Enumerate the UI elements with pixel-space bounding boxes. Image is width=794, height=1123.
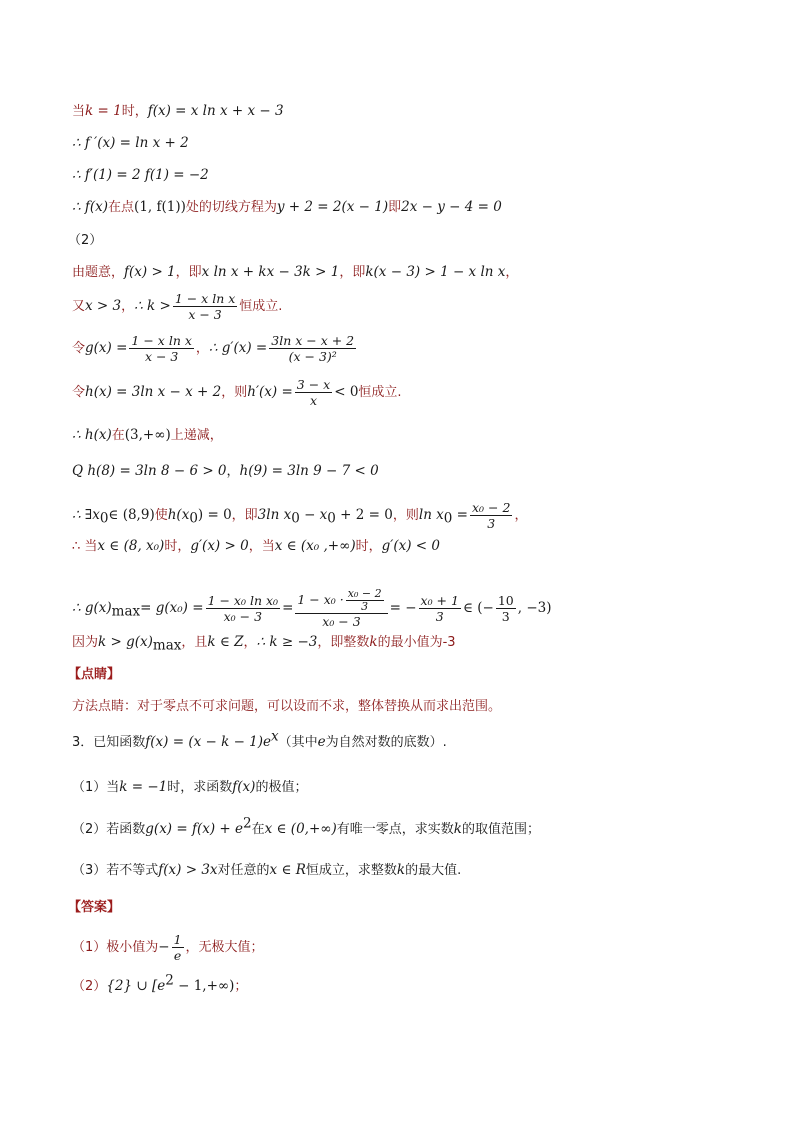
line-problem-condition bbox=[72, 263, 518, 282]
text: （3）若不等式 bbox=[72, 863, 159, 878]
heading-answer bbox=[68, 899, 120, 917]
text: 即 bbox=[388, 200, 402, 215]
subscript: 0 bbox=[327, 510, 336, 527]
subscript: max bbox=[152, 637, 182, 654]
text: （其中 bbox=[278, 735, 318, 750]
math: x ∈ R bbox=[269, 862, 306, 878]
fraction: $\frac{\text{1 − x₀ ln x₀}}{\text{x₀ − 3}}$ bbox=[207, 593, 279, 624]
text: 【答案】 bbox=[68, 900, 121, 915]
superscript: 2 bbox=[165, 972, 174, 989]
text: ， bbox=[505, 265, 519, 280]
line-conclusion bbox=[72, 633, 456, 652]
math: ln x bbox=[418, 507, 444, 523]
text: 由题意， bbox=[72, 265, 125, 280]
math: ∴ h(x) bbox=[72, 427, 112, 443]
text: 恒成立. bbox=[239, 299, 283, 314]
math: , −3) bbox=[517, 600, 552, 616]
math: ∴ f ′(x) = ln x + 2 bbox=[72, 135, 189, 151]
fraction: $\frac{\text{x₀ + 1}}{3}$ bbox=[420, 593, 459, 624]
math: 3ln x bbox=[257, 507, 292, 523]
text: ，则 bbox=[392, 508, 419, 523]
problem-3-statement bbox=[72, 728, 447, 752]
text: ，且 bbox=[181, 635, 208, 650]
text: ， bbox=[514, 508, 528, 523]
text: （1）当 bbox=[72, 780, 120, 795]
text: ； bbox=[234, 979, 248, 994]
answer-part-1 bbox=[72, 932, 264, 963]
text: 因为 bbox=[72, 635, 99, 650]
line-k-inequality bbox=[72, 291, 282, 322]
math: ∴ f′(1) = 2 f(1) = −2 bbox=[72, 167, 209, 183]
math: g(x) = bbox=[85, 340, 128, 356]
text: ， bbox=[121, 299, 135, 314]
fraction: $\frac{3 - x}{x}$ bbox=[296, 377, 331, 408]
problem-3-part-3 bbox=[72, 861, 461, 880]
subscript: max bbox=[111, 603, 141, 620]
text: 使 bbox=[154, 508, 168, 523]
math: = − bbox=[389, 600, 417, 616]
line-k-equals-1 bbox=[72, 102, 284, 121]
part-2-label bbox=[68, 232, 102, 250]
math: x > 3 bbox=[85, 298, 122, 314]
inner-fraction: $\frac{\text{x₀ − 2}}{3}$ bbox=[347, 587, 382, 613]
subscript: 0 bbox=[99, 510, 109, 527]
fraction: $\frac{\text{x₀ − 2}}{3}$ bbox=[472, 500, 511, 531]
line-zero-exists bbox=[72, 500, 527, 531]
math: ∴ g(x) bbox=[72, 600, 112, 616]
math: k bbox=[369, 634, 378, 650]
text: 对任意的 bbox=[217, 863, 270, 878]
text: ，则 bbox=[221, 385, 248, 400]
text: ，即 bbox=[339, 265, 366, 280]
problem-3-part-1 bbox=[72, 778, 307, 797]
text: 恒成立，求整数 bbox=[305, 863, 397, 878]
math: − bbox=[158, 939, 170, 955]
math: k bbox=[453, 821, 462, 837]
text: 恒成立. bbox=[358, 385, 402, 400]
line-define-h bbox=[72, 377, 402, 408]
superscript: 2 bbox=[243, 815, 252, 832]
fraction: $\frac{1}{e}$ bbox=[173, 932, 182, 963]
text: 在 bbox=[111, 428, 125, 443]
math: x ∈ (x₀ ,+∞) bbox=[274, 538, 356, 554]
text: 时， bbox=[121, 104, 148, 119]
math: h′(x) = bbox=[247, 384, 293, 400]
text: 时， bbox=[355, 539, 382, 554]
math: g′(x) < 0 bbox=[381, 538, 440, 554]
math: k(x − 3) > 1 − x ln x bbox=[365, 264, 506, 280]
math: y + 2 = 2(x − 1) bbox=[276, 199, 389, 215]
text: 当 bbox=[72, 104, 86, 119]
text: 在 bbox=[251, 822, 265, 837]
math: ∴ k ≥ −3 bbox=[256, 634, 318, 650]
heading-dianjing bbox=[68, 666, 120, 684]
math: g(x) = f(x) + e bbox=[145, 821, 243, 837]
math: − x bbox=[299, 507, 328, 523]
math: (3,+∞) bbox=[124, 427, 171, 443]
text: 的最小值为-3 bbox=[377, 635, 456, 650]
superscript: x bbox=[271, 728, 279, 745]
math: k = −1 bbox=[119, 779, 168, 795]
text: 处的切线方程为 bbox=[185, 200, 277, 215]
text: ， bbox=[226, 464, 240, 479]
math: k bbox=[396, 862, 406, 878]
text: 令 bbox=[72, 341, 86, 356]
text: 为自然对数的底数）. bbox=[325, 735, 447, 750]
math: x ∈ (0,+∞) bbox=[264, 821, 337, 837]
text: ，即 bbox=[231, 508, 258, 523]
math: < 0 bbox=[334, 384, 359, 400]
line-derivative bbox=[72, 134, 189, 152]
text: （2） bbox=[72, 979, 107, 994]
math: x ∈ (8, x₀) bbox=[97, 538, 165, 554]
text: （1）极小值为 bbox=[72, 940, 159, 955]
text: 【点睛】 bbox=[68, 667, 121, 682]
text: （2）若函数 bbox=[72, 822, 146, 837]
text: 的取值范围； bbox=[461, 822, 540, 837]
line-h-values bbox=[72, 462, 379, 481]
answer-part-2 bbox=[72, 972, 248, 996]
line-g-max bbox=[72, 588, 551, 629]
math: h(9) = 3ln 9 − 7 < 0 bbox=[239, 463, 379, 479]
math: k = 1 bbox=[85, 103, 122, 119]
text: 的最大值. bbox=[405, 863, 462, 878]
line-method-note bbox=[72, 698, 501, 716]
math: = g(x₀) = bbox=[140, 600, 204, 616]
math: h(x) = 3ln x − x + 2 bbox=[85, 384, 222, 400]
math: f(x) > 1 bbox=[124, 264, 176, 280]
line-tangent bbox=[72, 198, 502, 217]
fraction: $\frac{\text{1 − x ln x}}{x - 3}$ bbox=[174, 291, 236, 322]
math: ∈ (8,9) bbox=[108, 507, 155, 523]
subscript: 0 bbox=[443, 510, 453, 527]
math: f(x) bbox=[232, 779, 256, 795]
text: 时，求函数 bbox=[167, 780, 233, 795]
text: ，当 bbox=[248, 539, 275, 554]
line-define-g bbox=[72, 333, 358, 364]
text: 有唯一零点，求实数 bbox=[336, 822, 454, 837]
math: (1, f(1)) bbox=[134, 199, 186, 215]
text: ∴ 当 bbox=[72, 539, 98, 554]
math: ∈ (− bbox=[462, 600, 494, 616]
math: {2} ∪ [e bbox=[106, 978, 166, 994]
text: ，即 bbox=[175, 265, 202, 280]
math: h(x bbox=[167, 507, 190, 523]
fraction: $\frac{\text{3ln x − x + 2}}{\text{(x − 3)²}}$ bbox=[271, 333, 355, 364]
text: 时， bbox=[164, 539, 191, 554]
subscript: 0 bbox=[291, 510, 300, 527]
line-derivative-at-1 bbox=[72, 166, 209, 184]
math: = bbox=[452, 507, 468, 523]
math: e bbox=[317, 734, 326, 750]
text: 3．已知函数 bbox=[72, 735, 146, 750]
math: + 2 = 0 bbox=[335, 507, 393, 523]
math: ) = 0 bbox=[197, 507, 232, 523]
math: f(x) = (x − k − 1)e bbox=[145, 734, 272, 750]
math: ∴ f(x) bbox=[72, 199, 109, 215]
text: ，即整数 bbox=[317, 635, 370, 650]
math: x ln x + kx − 3k > 1 bbox=[201, 264, 340, 280]
text: 上递减， bbox=[170, 428, 223, 443]
text: ， bbox=[195, 341, 209, 356]
text: 的极值； bbox=[255, 780, 308, 795]
math: − 1,+∞) bbox=[173, 978, 235, 994]
text: （2） bbox=[68, 233, 103, 248]
math: k ∈ Z bbox=[207, 634, 244, 650]
math: = bbox=[282, 600, 294, 616]
fraction: $\frac{\text{1 − x ln x}}{x - 3}$ bbox=[131, 333, 192, 364]
text: ， bbox=[243, 635, 257, 650]
math: ∴ k > bbox=[134, 298, 171, 314]
math: ∴ ∃x bbox=[72, 507, 100, 523]
math: 2x − y − 4 = 0 bbox=[401, 199, 502, 215]
nested-fraction: 1 − x₀ · $\frac{\text{x₀ − 2}}{3}$ x₀ − 3 bbox=[295, 588, 387, 629]
text: ，无极大值； bbox=[185, 940, 264, 955]
math: g′(x) > 0 bbox=[190, 538, 249, 554]
line-h-decreasing bbox=[72, 426, 223, 445]
text: 在点 bbox=[108, 200, 135, 215]
math: k > g(x) bbox=[98, 634, 153, 650]
math: f(x) > 3x bbox=[158, 862, 218, 878]
line-monotonicity bbox=[72, 537, 440, 556]
math: f(x) = x ln x + x − 3 bbox=[147, 103, 284, 119]
math: ∴ g′(x) = bbox=[208, 340, 268, 356]
subscript: 0 bbox=[189, 510, 198, 527]
fraction: $\frac{10}{3}$ bbox=[497, 593, 514, 624]
text: 令 bbox=[72, 385, 86, 400]
text: 又 bbox=[72, 299, 86, 314]
math: Q h(8) = 3ln 8 − 6 > 0 bbox=[72, 463, 227, 479]
text: 方法点睛：对于零点不可求问题，可以设而不求，整体替换从而求出范围。 bbox=[72, 699, 502, 714]
problem-3-part-2 bbox=[72, 815, 540, 839]
